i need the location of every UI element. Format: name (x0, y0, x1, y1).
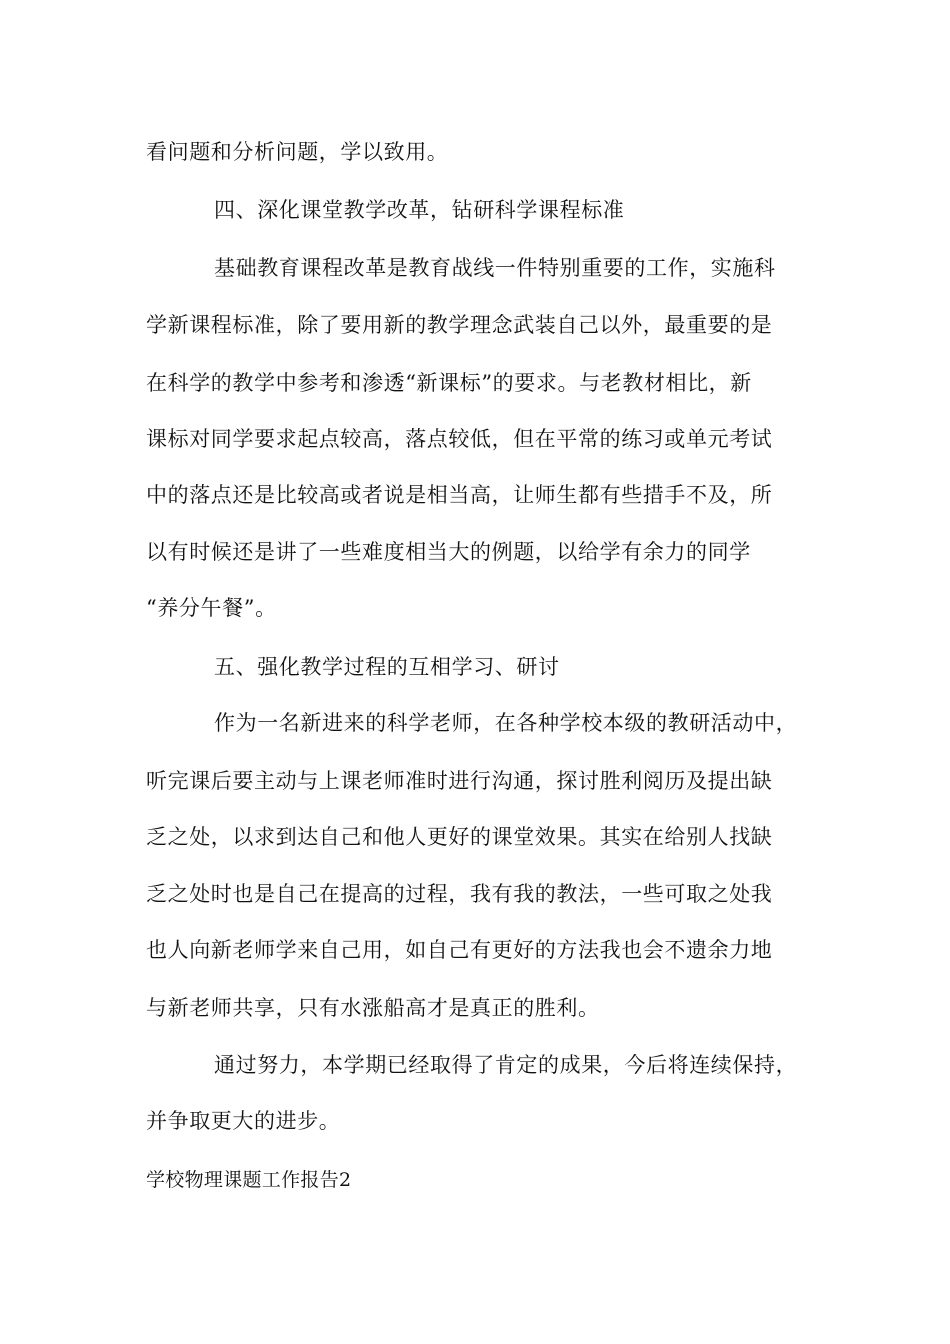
paragraph-line: 听完课后要主动与上课老师准时进行沟通，探讨胜利阅历及提出缺 (146, 769, 773, 793)
paragraph-line: 乏之处，以求到达自己和他人更好的课堂效果。其实在给别人找缺 (146, 825, 773, 849)
paragraph-line: 作为一名新进来的科学老师，在各种学校本级的教研活动中， (214, 711, 798, 735)
paragraph-line: 与新老师共享，只有水涨船高才是真正的胜利。 (146, 996, 600, 1020)
paragraph-line: 课标对同学要求起点较高，落点较低，但在平常的练习或单元考试 (146, 427, 773, 451)
report-title: 学校物理课题工作报告2 (146, 1169, 352, 1191)
paragraph-line: 通过努力，本学期已经取得了肯定的成果，今后将连续保持， (214, 1053, 798, 1077)
paragraph-line: 学新课程标准，除了要用新的教学理念武装自己以外，最重要的是 (146, 313, 773, 337)
paragraph-line: “养分午餐”。 (146, 596, 277, 620)
paragraph-line: 看问题和分析问题，学以致用。 (146, 140, 449, 164)
paragraph-line: 并争取更大的进步。 (146, 1109, 341, 1133)
paragraph-line: 以有时候还是讲了一些难度相当大的例题，以给学有余力的同学 (146, 540, 751, 564)
paragraph-line: 基础教育课程改革是教育战线一件特别重要的工作，实施科 (214, 256, 776, 280)
paragraph-line: 也人向新老师学来自己用，如自己有更好的方法我也会不遗余力地 (146, 938, 773, 962)
paragraph-line: 中的落点还是比较高或者说是相当高，让师生都有些措手不及，所 (146, 483, 773, 507)
section-heading-four: 四、深化课堂教学改革，钻研科学课程标准 (214, 198, 625, 222)
paragraph-line: 在科学的教学中参考和渗透“新课标”的要求。与老教材相比，新 (146, 371, 752, 395)
paragraph-line: 乏之处时也是自己在提高的过程，我有我的教法，一些可取之处我 (146, 882, 773, 906)
section-heading-five: 五、强化教学过程的互相学习、研讨 (214, 655, 560, 679)
